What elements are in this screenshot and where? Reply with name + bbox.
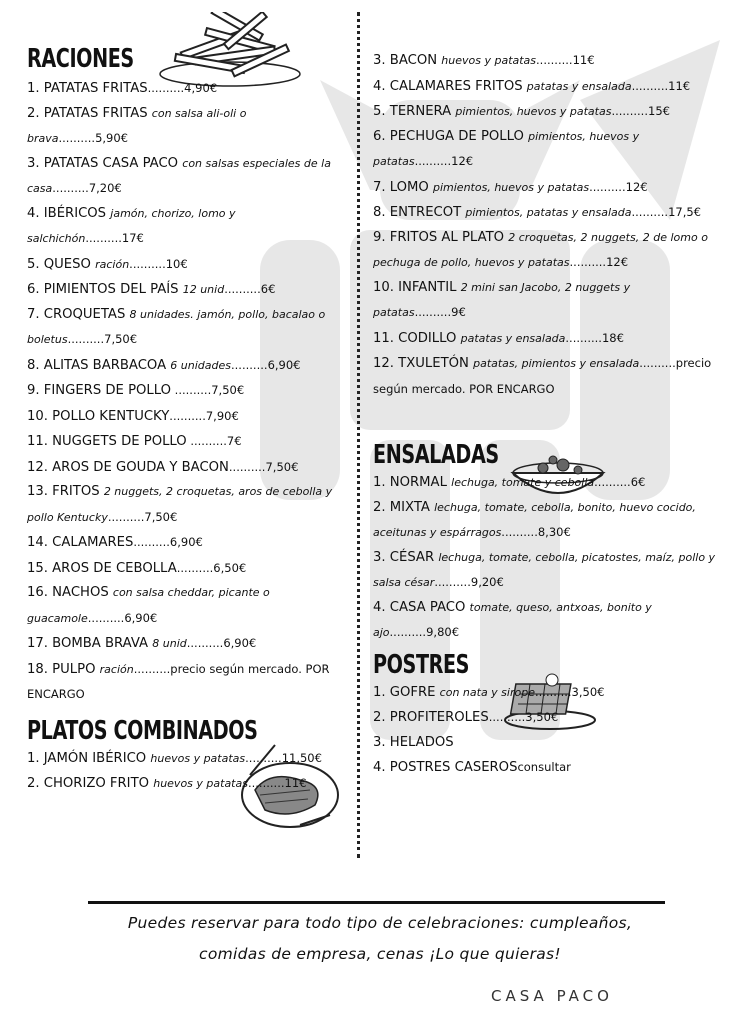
item-description: patatas y ensalada [460, 331, 566, 345]
item-price: 6€ [630, 475, 646, 489]
item-price: 6,90€ [223, 636, 257, 650]
item-name: 13. FRITOS [27, 484, 100, 499]
menu-item [27, 455, 349, 481]
item-dots: .......... [565, 330, 602, 345]
menu-item [373, 200, 723, 226]
item-name: 4. CALAMARES FRITOS [373, 78, 523, 94]
item-description: con salsa cheddar, picante o guacamole [27, 586, 270, 625]
menu-item [373, 276, 723, 326]
menu-item [373, 351, 723, 402]
item-price: 9€ [451, 305, 466, 319]
item-name: 12. AROS DE GOUDA Y BACON [27, 459, 229, 475]
item-name: 11. CODILLO [373, 330, 457, 346]
item-dots: .......... [176, 560, 214, 575]
item-name: 7. CROQUETAS [27, 306, 126, 322]
item-dots: .......... [107, 509, 145, 524]
item-name: 11. NUGGETS DE POLLO [27, 434, 187, 449]
item-dots: .......... [231, 357, 268, 372]
item-price: 7,20€ [88, 181, 122, 195]
item-dots: .......... [639, 356, 676, 370]
item-name: 2. PATATAS FRITAS [27, 105, 148, 121]
item-description: huevos y patatas [153, 777, 248, 790]
item-name: 3. BACON [373, 53, 438, 68]
item-name: 5. TERNERA [373, 104, 452, 119]
item-price: 6,50€ [213, 560, 247, 575]
item-price: 18€ [601, 330, 624, 345]
item-price: 11€ [572, 53, 595, 67]
item-name: 17. BOMBA BRAVA [27, 636, 149, 651]
item-price: 7,50€ [144, 509, 178, 524]
item-description: 2 mini san Jacobo, 2 nuggets y patatas [373, 280, 631, 319]
item-price: 4,90€ [184, 81, 218, 95]
menu-item [373, 680, 723, 706]
item-description: pimientos, huevos y patatas [455, 105, 612, 118]
postres-list [373, 680, 723, 781]
item-description: ración [95, 257, 130, 271]
menu-item [27, 556, 349, 582]
item-price: 12€ [625, 179, 648, 194]
right-column [373, 48, 723, 781]
item-dots: .......... [133, 661, 171, 676]
item-name: 4. IBÉRICOS [27, 205, 107, 221]
menu-item [27, 152, 349, 202]
item-price: 11€ [668, 78, 691, 93]
item-price: 12€ [606, 255, 629, 269]
item-description: pimientos, patatas y ensalada [465, 206, 632, 219]
item-description: 6 unidades [170, 358, 231, 372]
menu-item [373, 48, 723, 74]
item-name: 3. HELADOS [373, 734, 454, 750]
menu-item [27, 252, 349, 278]
item-dots: .......... [247, 776, 285, 790]
item-dots: .......... [631, 205, 669, 219]
raciones-list [27, 76, 349, 708]
item-name: 15. AROS DE CEBOLLA [27, 560, 177, 576]
item-description: huevos y patatas [441, 54, 537, 67]
item-dots: .......... [589, 179, 626, 194]
item-dots: .......... [245, 750, 282, 765]
item-description: patatas, pimientos y ensalada [473, 357, 640, 370]
menu-item [27, 771, 349, 797]
ensaladas-heading: ENSALADAS [373, 440, 499, 470]
item-name: 7. LOMO [373, 179, 429, 195]
item-description: pimientos, huevos y patatas [373, 129, 640, 168]
menu-item [27, 303, 349, 353]
menu-item [373, 99, 723, 125]
item-dots: .......... [414, 154, 452, 168]
item-dots: .......... [536, 53, 573, 67]
item-dots: .......... [186, 636, 224, 650]
item-name: 10. INFANTIL [373, 279, 457, 295]
menu-item [373, 496, 723, 546]
item-dots: .......... [147, 81, 185, 95]
item-description: pimientos, huevos y patatas [433, 180, 590, 194]
item-price: 11€ [284, 776, 307, 790]
item-name: 1. GOFRE [373, 684, 436, 700]
menu-item [27, 657, 349, 708]
item-dots: .......... [129, 256, 166, 271]
menu-item [373, 546, 723, 596]
menu-item [27, 480, 349, 530]
reservation-line-2: comidas de empresa, cenas ¡Lo que quieras! [199, 945, 561, 963]
menu-item [27, 353, 349, 379]
item-name: 6. PECHUGA DE POLLO [373, 128, 524, 144]
item-price: 6,90€ [169, 535, 203, 549]
item-name: 4. POSTRES CASEROS [373, 760, 518, 775]
item-description: tomate, queso, antxoas, bonito y ajo [373, 600, 652, 639]
item-description: lechuga, tomate, cebolla, bonito, huevo cocido, aceitunas y espárragos [373, 500, 696, 539]
left-column [27, 44, 349, 797]
item-dots: .......... [569, 255, 607, 269]
postres-heading: POSTRES [373, 649, 470, 680]
menu-item [373, 755, 723, 781]
menu-item [27, 631, 349, 657]
item-name: 1. PATATAS FRITAS [27, 81, 148, 96]
item-name: 3. CÉSAR [373, 549, 435, 565]
item-name: 4. CASA PACO [373, 599, 466, 615]
menu-item [373, 74, 723, 100]
item-dots: .......... [501, 525, 538, 539]
item-price: 9,80€ [426, 625, 460, 639]
item-dots: .......... [414, 305, 452, 319]
item-price: 11,50€ [281, 750, 322, 765]
item-price: 7,90€ [205, 408, 239, 423]
item-name: 5. QUESO [27, 256, 91, 272]
item-dots: .......... [434, 575, 471, 589]
item-price: 7€ [226, 434, 242, 448]
item-price: precio según mercado. POR ENCARGO [373, 356, 712, 396]
menu-item [27, 76, 349, 102]
item-name: 2. PROFITEROLES [373, 710, 489, 725]
item-name: 3. PATATAS CASA PACO [27, 155, 179, 171]
item-dots: .......... [171, 383, 212, 397]
item-price: 15€ [648, 104, 670, 118]
menu-item [27, 277, 349, 303]
item-price: 9,20€ [470, 575, 504, 589]
item-name: 6. PIMIENTOS DEL PAÍS [27, 282, 179, 297]
item-dots: .......... [58, 131, 96, 145]
menu-item [27, 530, 349, 556]
item-dots: .......... [488, 710, 526, 724]
column-divider [357, 12, 360, 858]
item-description: lechuga, tomate y cebolla [451, 476, 595, 489]
item-name: 9. FINGERS DE POLLO [27, 383, 172, 398]
item-description: con nata y sirope [439, 685, 535, 699]
item-description: huevos y patatas [150, 751, 246, 765]
item-price: consultar [517, 760, 571, 774]
menu-item [373, 326, 723, 352]
item-dots: .......... [594, 475, 631, 489]
menu-item [373, 705, 723, 731]
menu-item [27, 746, 349, 772]
item-price: 5,90€ [95, 131, 128, 145]
item-name: 12. TXULETÓN [373, 356, 469, 371]
item-dots: .......... [534, 684, 572, 699]
item-name: 8. ALITAS BARBACOA [27, 357, 167, 373]
item-name: 18. PULPO [27, 661, 96, 677]
menu-item [27, 102, 349, 152]
menu-item [27, 581, 349, 631]
raciones-heading: RACIONES [27, 44, 134, 74]
item-price: 6€ [260, 282, 276, 296]
item-description: lechuga, tomate, cebolla, picatostes, maíz, pollo y salsa césar [373, 550, 716, 589]
item-dots: .......... [611, 104, 648, 118]
item-description: jamón, chorizo, lomo y salchichón [27, 206, 236, 245]
combinados-heading: PLATOS COMBINADOS [27, 715, 258, 746]
item-price: 6,90€ [124, 610, 158, 625]
menu-item [27, 429, 349, 455]
item-price: 6,90€ [267, 357, 301, 372]
item-name: 8. ENTRECOT [373, 205, 462, 220]
item-dots: .......... [228, 459, 266, 474]
item-price: precio según mercado. POR ENCARGO [27, 661, 330, 701]
item-dots: .......... [186, 434, 227, 448]
item-price: 12€ [451, 154, 474, 168]
item-description: 2 croquetas, 2 nuggets, 2 de lomo o pechuga de pollo, huevos y patatas [373, 230, 708, 269]
item-dots: .......... [87, 610, 125, 625]
item-price: 3,50€ [525, 710, 559, 724]
item-price: 7,50€ [104, 332, 138, 346]
item-description: 8 unidades. jamón, pollo, bacalao o boletus [27, 307, 326, 346]
item-name: 9. FRITOS AL PLATO [373, 229, 505, 245]
item-description: patatas y ensalada [526, 79, 632, 93]
combinados-list-right [373, 48, 723, 402]
item-dots: .......... [169, 408, 206, 423]
item-name: 1. NORMAL [373, 475, 447, 490]
item-dots: .......... [67, 332, 105, 346]
item-name: 10. POLLO KENTUCKY [27, 408, 170, 424]
item-dots: .......... [52, 181, 89, 195]
menu-item [373, 175, 723, 201]
brand-name: CASA PACO [491, 987, 613, 1005]
item-description: con salsa ali-oli o brava [27, 106, 247, 145]
item-dots: .......... [224, 282, 261, 296]
reservation-line-1: Puedes reservar para todo tipo de celebraciones: cumpleaños, [127, 914, 633, 932]
menu-item [373, 596, 723, 646]
item-dots: .......... [631, 78, 669, 93]
item-name: 14. CALAMARES [27, 535, 134, 550]
item-price: 3,50€ [571, 684, 605, 699]
item-price: 8,30€ [537, 525, 571, 539]
combinados-list-left [27, 746, 349, 797]
menu-item [373, 470, 723, 496]
item-price: 17,5€ [668, 205, 701, 219]
ensaladas-list [373, 470, 723, 646]
item-dots: .......... [133, 535, 170, 549]
item-name: 2. CHORIZO FRITO [27, 776, 150, 791]
menu-item [27, 378, 349, 404]
menu-item [27, 202, 349, 252]
item-price: 10€ [165, 256, 188, 271]
item-name: 16. NACHOS [27, 585, 109, 600]
footer-divider [88, 901, 665, 904]
reservation-notice [100, 908, 660, 970]
item-description: 2 nuggets, 2 croquetas, aros de cebolla y pollo Kentucky [27, 485, 333, 524]
item-price: 7,50€ [211, 383, 245, 397]
item-dots: .......... [389, 625, 427, 639]
item-description: 12 unid [182, 283, 225, 296]
item-dots: .......... [85, 231, 122, 245]
item-name: 1. JAMÓN IBÉRICO [27, 750, 147, 766]
item-description: con salsas especiales de la casa [27, 156, 331, 195]
menu-item [373, 226, 723, 276]
item-name: 2. MIXTA [373, 499, 430, 515]
item-price: 7,50€ [265, 459, 299, 474]
menu-item [27, 404, 349, 430]
menu-item [373, 125, 723, 175]
item-price: 17€ [121, 231, 144, 245]
item-description: ración [99, 662, 134, 676]
menu-item [373, 731, 723, 756]
item-description: 8 unid [152, 637, 187, 650]
